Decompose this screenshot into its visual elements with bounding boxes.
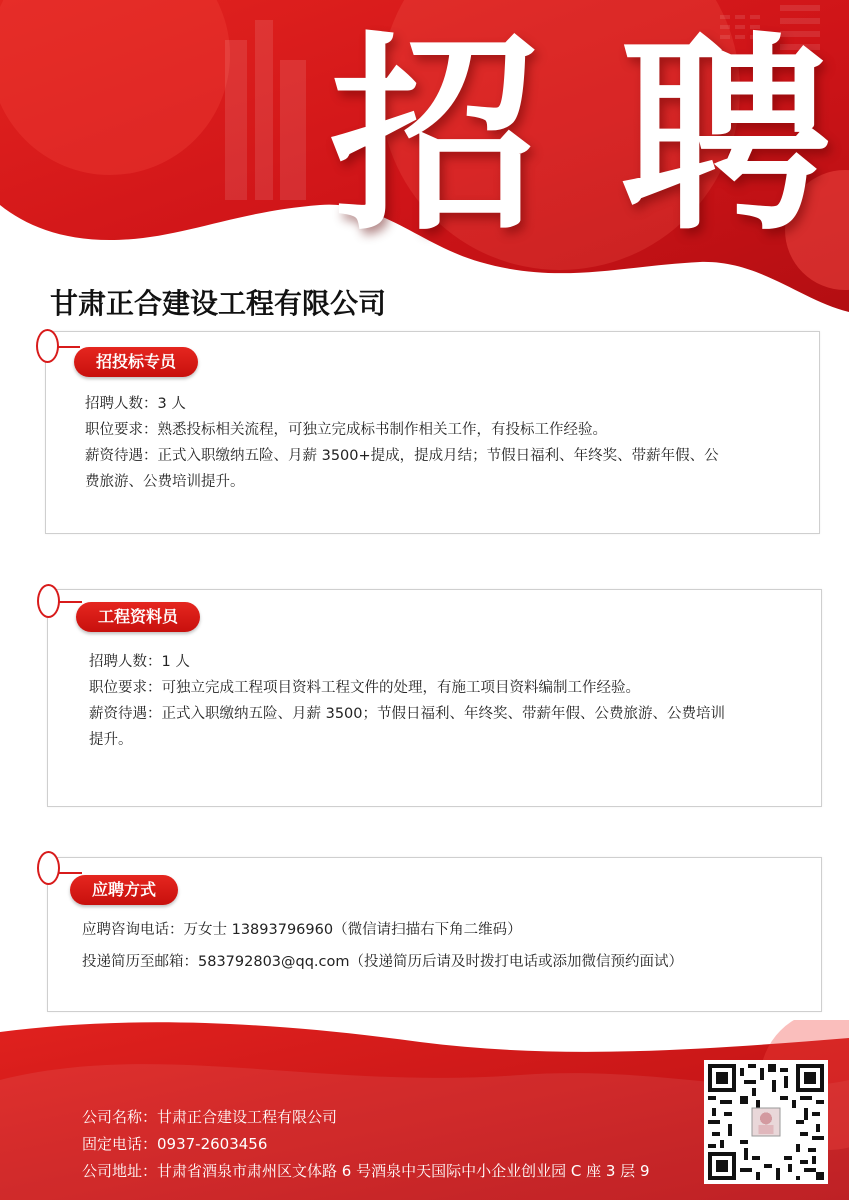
recruit-count: 招聘人数：1 人 (89, 654, 190, 670)
salary-benefits: 薪资待遇：正式入职缴纳五险、月薪 3500；节假日福利、年终奖、带薪年假、公费旅游、公费培训 (89, 706, 726, 722)
section-marker-dot (36, 329, 59, 363)
footer-phone: 固定电话：0937-2603456 (82, 1135, 268, 1153)
salary-benefits: 薪资待遇：正式入职缴纳五险、月薪 3500+提成，提成月结；节假日福利、年终奖、带薪年假、公 (85, 448, 719, 464)
salary-benefits-cont: 提升。 (89, 732, 133, 748)
salary-benefits-cont: 费旅游、公费培训提升。 (85, 474, 245, 490)
section-body-bidding-specialist (85, 391, 785, 495)
footer-company-info (82, 1104, 649, 1185)
section-marker-dot (37, 851, 60, 885)
recruit-count: 招聘人数：3 人 (85, 396, 186, 412)
resume-email: 投递简历至邮箱：583792803@qq.com（投递简历后请及时拨打电话或添加微信预约面试） (82, 954, 684, 970)
section-title-document-clerk: 工程资料员 (76, 602, 200, 632)
hero-title-char-1: 招 (330, 14, 541, 259)
hero-title-char-2: 聘 (619, 14, 830, 259)
hero-banner (0, 0, 849, 320)
section-title-apply-method: 应聘方式 (70, 875, 178, 905)
hero-title (330, 14, 830, 259)
footer-address: 公司地址：甘肃省酒泉市肃州区文体路 6 号酒泉中天国际中小企业创业园 C 座 3 层 9 (82, 1162, 650, 1180)
section-title-bidding-specialist: 招投标专员 (74, 347, 198, 377)
section-body-document-clerk (89, 649, 794, 753)
contact-phone: 应聘咨询电话：万女士 13893796960（微信请扫描右下角二维码） (82, 922, 522, 938)
qr-code-graphic (708, 1064, 824, 1180)
job-requirement: 职位要求：熟悉投标相关流程，可独立完成标书制作相关工作，有投标工作经验。 (85, 422, 607, 438)
company-title: 甘肃正合建设工程有限公司 (50, 287, 387, 320)
footer-company-name: 公司名称：甘肃正合建设工程有限公司 (82, 1108, 338, 1126)
qr-code-icon[interactable] (704, 1060, 828, 1184)
section-body-apply-method (82, 914, 802, 978)
section-marker-dot (37, 584, 60, 618)
job-requirement: 职位要求：可独立完成工程项目资料工程文件的处理，有施工项目资料编制工作经验。 (89, 680, 640, 696)
